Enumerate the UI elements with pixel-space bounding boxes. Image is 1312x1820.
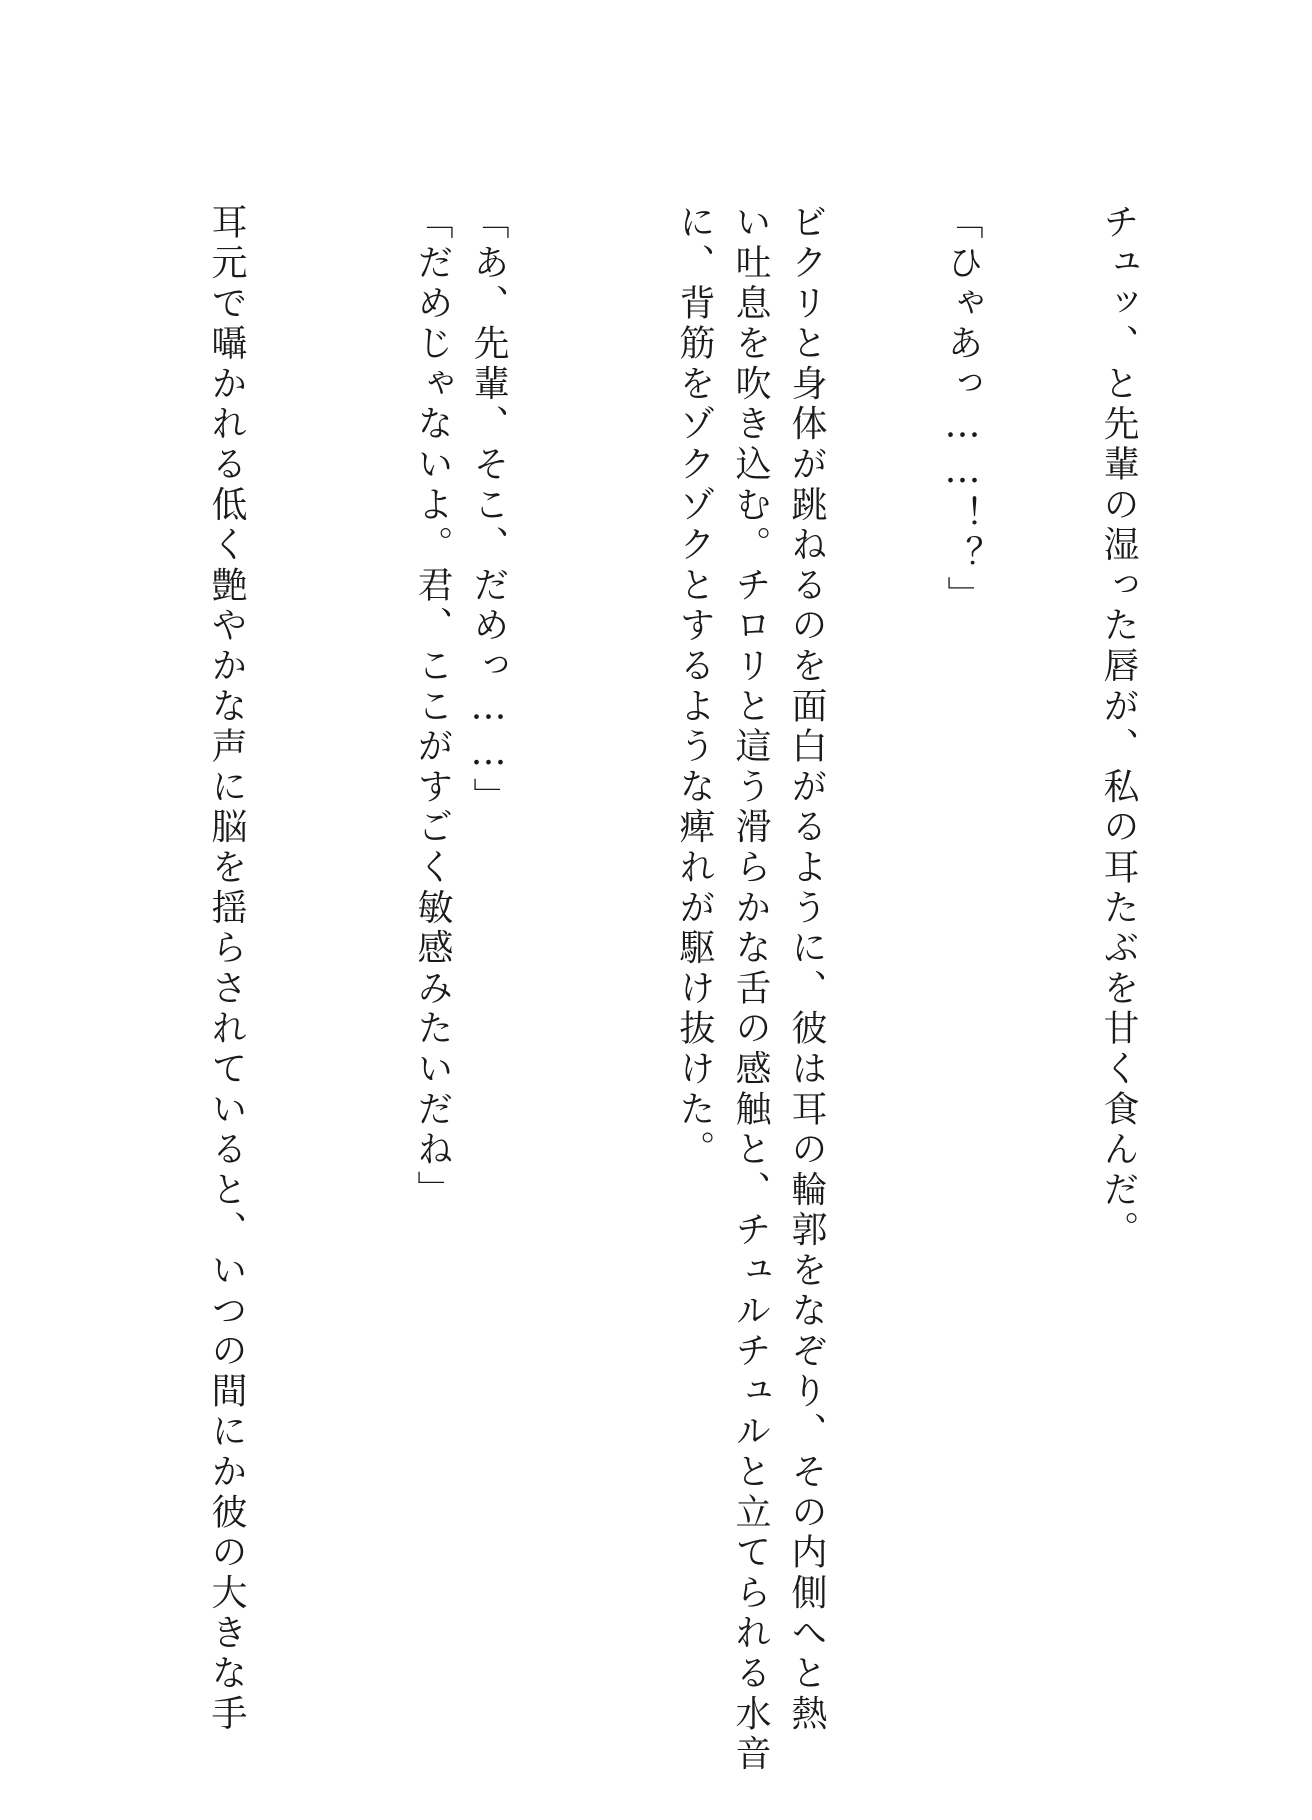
text-line-5: に、背筋をゾクゾクとするような痺れが駆け抜けた。 [674, 203, 715, 1171]
text-line-8: 耳元で囁かれる低く艶やかな声に脳を揺らされていると、いつの間にか彼の大きな手 [206, 203, 247, 1735]
text-line-2: 「ひゃあっ……！？」 [942, 203, 983, 616]
text-line-6: 「あ、先輩、そこ、だめっ……」 [468, 203, 509, 818]
text-line-1: チュッ、と先輩の湿った唇が、私の耳たぶを甘く食んだ。 [1098, 203, 1139, 1251]
text-line-3: ビクリと身体が跳ねるのを面白がるように、彼は耳の輪郭をなぞり、その内側へと熱 [786, 203, 827, 1735]
text-line-4: い吐息を吹き込む。チロリと這う滑らかな舌の感触と、チュルチュルと立てられる水音 [730, 203, 771, 1775]
text-line-7: 「だめじゃないよ。君、ここがすごく敏感みたいだね」 [412, 203, 453, 1211]
